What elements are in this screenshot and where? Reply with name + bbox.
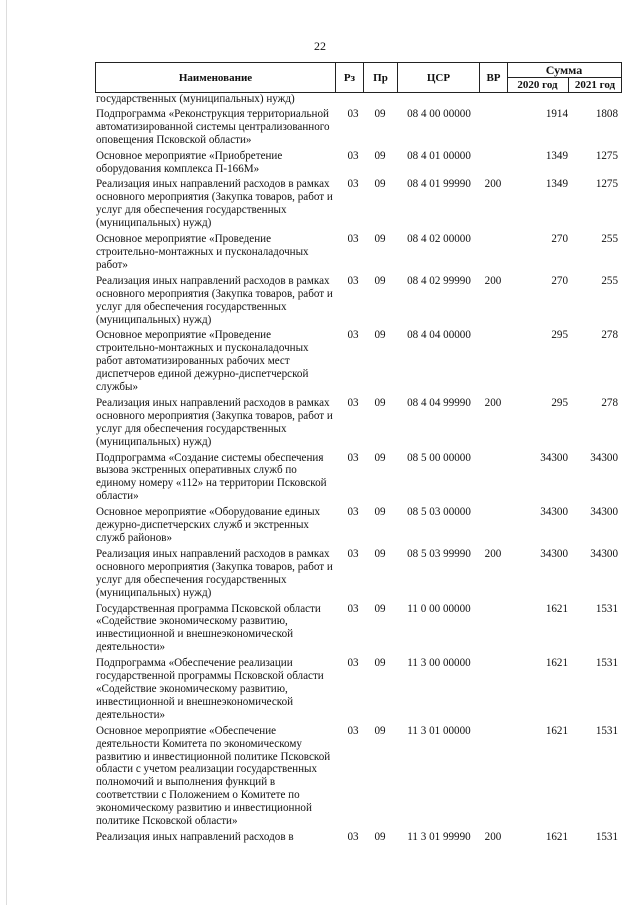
table-row — [95, 831, 622, 844]
row-vr: 200 — [484, 547, 502, 560]
row-sum-2021: 278 — [601, 396, 618, 409]
row-pr: 09 — [374, 233, 386, 246]
row-vr — [479, 108, 507, 147]
row-sum-2020: 34300 — [540, 547, 568, 560]
row-csr: 08 4 01 00000 — [407, 149, 471, 162]
header-vr: ВР — [480, 63, 508, 92]
row-sum-2020: 1349 — [545, 149, 568, 162]
row-pr: 09 — [374, 830, 386, 843]
table-row — [95, 397, 622, 449]
row-sum-2020: 270 — [551, 274, 568, 287]
row-rz: 03 — [347, 547, 359, 560]
row-csr: 08 4 01 99990 — [407, 178, 471, 191]
header-csr: ЦСР — [398, 63, 480, 92]
row-sum-2021: 34300 — [590, 506, 618, 519]
row-pr: 09 — [374, 329, 386, 342]
budget-table — [95, 62, 622, 847]
row-csr: 08 4 00 00000 — [407, 107, 471, 120]
row-rz: 03 — [347, 724, 359, 737]
scan-edge-line — [6, 0, 7, 905]
row-sum-2020: 1621 — [545, 657, 568, 670]
row-sum-2021: 1531 — [595, 657, 618, 670]
row-rz: 03 — [347, 451, 359, 464]
row-vr: 200 — [484, 274, 502, 287]
row-sum-2021: 255 — [601, 274, 618, 287]
table-row — [95, 178, 622, 230]
row-csr: 11 3 01 99990 — [407, 830, 471, 843]
row-pr: 09 — [374, 149, 386, 162]
table-row — [95, 108, 622, 147]
row-vr — [479, 603, 507, 655]
row-pr: 09 — [374, 451, 386, 464]
row-name: Государственная программа Псковской области «Содействие экономическому развитию, инвестиционной и внешнеэкономической деятельности» — [96, 602, 321, 654]
row-pr: 09 — [374, 724, 386, 737]
row-vr — [479, 329, 507, 394]
row-name: Основное мероприятие «Оборудование единых дежурно-диспетчерских служб и экстренных служб районов» — [96, 506, 321, 544]
row-pr: 09 — [374, 657, 386, 670]
header-sum: Сумма — [507, 63, 621, 78]
row-rz: 03 — [347, 233, 359, 246]
row-csr: 08 4 04 99990 — [407, 396, 471, 409]
row-sum-2020: 1914 — [545, 107, 568, 120]
row-sum-2020: 1621 — [545, 830, 568, 843]
header-rz: Рз — [336, 63, 364, 92]
row-sum-2021: 278 — [601, 329, 618, 342]
row-name: Реализация иных направлений расходов в рамках основного мероприятия (Закупка товаров, работ и услуг для обеспечения государственных (муниципальных) нужд) — [96, 547, 333, 599]
row-vr — [479, 506, 507, 545]
row-pr: 09 — [374, 602, 386, 615]
row-rz — [335, 93, 363, 106]
row-vr: 200 — [484, 178, 502, 191]
table-row — [95, 150, 622, 176]
row-name: Реализация иных направлений расходов в рамках основного мероприятия (Закупка товаров, работ и услуг для обеспечения государственных (муниципальных) нужд) — [96, 274, 333, 326]
row-sum-2021: 255 — [601, 233, 618, 246]
row-vr: 200 — [484, 830, 502, 843]
row-sum-2020: 1349 — [545, 178, 568, 191]
table-row — [95, 506, 622, 545]
table-row — [95, 548, 622, 600]
row-rz: 03 — [347, 657, 359, 670]
row-vr — [479, 150, 507, 176]
row-name: Подпрограмма «Обеспечение реализации государственной программы Псковской области «Содействие экономическому развитию, инвестиционной и внешнеэкономической деятельности» — [96, 657, 324, 721]
row-pr: 09 — [374, 506, 386, 519]
row-csr: 08 5 00 00000 — [407, 451, 471, 464]
table-row — [95, 233, 622, 272]
row-name: государственных (муниципальных) нужд) — [96, 93, 295, 105]
table-row — [95, 93, 622, 106]
row-vr: 200 — [484, 396, 502, 409]
row-csr: 08 4 02 99990 — [407, 274, 471, 287]
row-sum-2020: 270 — [551, 233, 568, 246]
row-name: Основное мероприятие «Обеспечение деятельности Комитета по экономическому развитию и инвестиционной политике Псковской области с учетом реализации государственных полномочий и выполнения функций в соответствии с Положением о Комитете по экономическому развитию и инвестиционной политике Псковской области» — [96, 724, 331, 828]
row-rz: 03 — [347, 830, 359, 843]
row-name: Реализация иных направлений расходов в — [96, 830, 294, 843]
row-csr: 08 4 04 00000 — [407, 329, 471, 342]
row-sum-2021: 34300 — [590, 547, 618, 560]
row-rz: 03 — [347, 149, 359, 162]
row-sum-2020: 295 — [551, 329, 568, 342]
row-vr — [479, 657, 507, 722]
header-name: Наименование — [96, 63, 336, 92]
row-sum-2021: 34300 — [590, 451, 618, 464]
table-row — [95, 603, 622, 655]
table-row — [95, 275, 622, 327]
row-sum-2020: 1621 — [545, 724, 568, 737]
header-year-2021: 2021 год — [574, 79, 616, 91]
row-rz: 03 — [347, 329, 359, 342]
row-pr: 09 — [374, 396, 386, 409]
table-header — [95, 62, 622, 93]
row-name: Подпрограмма «Реконструкция территориальной автоматизированной системы централизованного оповещения Псковской области» — [96, 107, 330, 146]
row-rz: 03 — [347, 178, 359, 191]
row-csr: 11 0 00 00000 — [407, 602, 471, 615]
row-name: Подпрограмма «Создание системы обеспечения вызова экстренных оперативных служб по единому номеру «112» на территории Псковской области» — [96, 451, 327, 503]
table-body — [95, 93, 622, 844]
row-sum-2020: 295 — [551, 396, 568, 409]
row-name: Основное мероприятие «Приобретение оборудования комплекса П-166М» — [96, 149, 283, 175]
row-sum-2020: 1621 — [545, 602, 568, 615]
row-vr — [479, 452, 507, 504]
row-rz: 03 — [347, 506, 359, 519]
row-sum-2021: 1531 — [595, 602, 618, 615]
row-pr: 09 — [374, 178, 386, 191]
table-row — [95, 725, 622, 828]
row-csr: 08 4 02 00000 — [407, 233, 471, 246]
row-sum-2021: 1808 — [595, 107, 618, 120]
header-pr: Пр — [364, 63, 398, 92]
row-sum-2021: 1531 — [595, 830, 618, 843]
row-rz: 03 — [347, 602, 359, 615]
table-row — [95, 452, 622, 504]
row-rz: 03 — [347, 396, 359, 409]
page-number: 22 — [314, 39, 326, 53]
row-csr: 08 5 03 99990 — [407, 547, 471, 560]
row-sum-2020 — [507, 93, 570, 106]
table-row — [95, 329, 622, 394]
row-sum-2021 — [570, 93, 622, 106]
row-rz: 03 — [347, 107, 359, 120]
header-year-2020: 2020 год — [507, 78, 569, 92]
row-vr — [479, 725, 507, 828]
row-vr — [479, 93, 507, 106]
row-pr: 09 — [374, 107, 386, 120]
row-csr: 08 5 03 00000 — [407, 506, 471, 519]
table-row — [95, 657, 622, 722]
row-sum-2021: 1531 — [595, 724, 618, 737]
row-sum-2021: 1275 — [595, 178, 618, 191]
row-pr: 09 — [374, 547, 386, 560]
row-name: Реализация иных направлений расходов в рамках основного мероприятия (Закупка товаров, работ и услуг для обеспечения государственных (муниципальных) нужд) — [96, 178, 333, 230]
row-pr: 09 — [374, 274, 386, 287]
row-csr — [397, 93, 479, 106]
row-sum-2021: 1275 — [595, 149, 618, 162]
row-vr — [479, 233, 507, 272]
row-name: Реализация иных направлений расходов в рамках основного мероприятия (Закупка товаров, работ и услуг для обеспечения государственных (муниципальных) нужд) — [96, 396, 333, 448]
row-name: Основное мероприятие «Проведение строительно-монтажных и пусконаладочных работ» — [96, 233, 309, 271]
row-rz: 03 — [347, 274, 359, 287]
row-csr: 11 3 01 00000 — [407, 724, 471, 737]
row-sum-2020: 34300 — [540, 451, 568, 464]
row-name: Основное мероприятие «Проведение строительно-монтажных и пусконаладочных работ автоматизированных рабочих мест диспетчеров единой дежурно-диспетчерской службы» — [96, 329, 309, 394]
row-sum-2020: 34300 — [540, 506, 568, 519]
row-pr — [363, 93, 397, 106]
row-csr: 11 3 00 00000 — [407, 657, 471, 670]
